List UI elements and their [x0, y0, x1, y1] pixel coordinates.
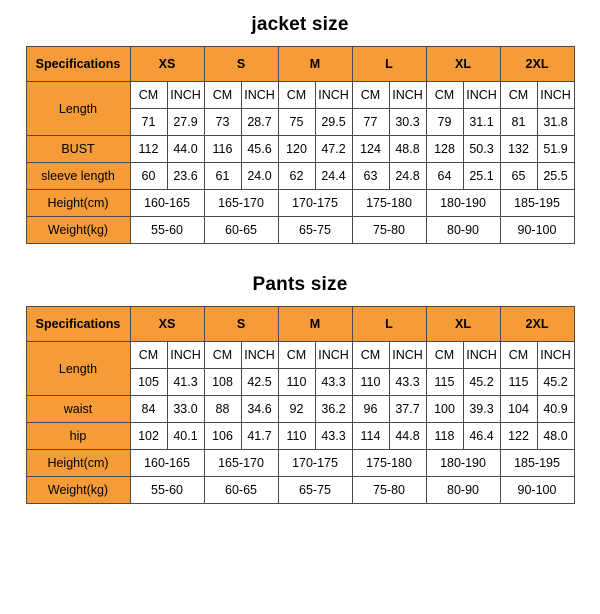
table-row: [26, 136, 574, 163]
size-header-xl: XL: [426, 307, 500, 342]
cell-value: 160-165: [130, 450, 204, 477]
unit-cell-inch: INCH: [537, 82, 574, 109]
section-spacer: [0, 244, 600, 274]
cell-value: 106: [204, 423, 241, 450]
cell-value: 110: [278, 423, 315, 450]
cell-value: 132: [500, 136, 537, 163]
size-header-s: S: [204, 307, 278, 342]
cell-value: 73: [204, 109, 241, 136]
cell-value: 40.9: [537, 396, 574, 423]
cell-value: 90-100: [500, 217, 574, 244]
unit-cell-inch: INCH: [167, 82, 204, 109]
unit-cell-inch: INCH: [463, 82, 500, 109]
unit-cell-cm: CM: [352, 342, 389, 369]
cell-value: 105: [130, 369, 167, 396]
cell-value: 25.1: [463, 163, 500, 190]
unit-cell-cm: CM: [278, 342, 315, 369]
cell-value: 110: [278, 369, 315, 396]
cell-value: 62: [278, 163, 315, 190]
cell-value: 71: [130, 109, 167, 136]
table-row: [26, 396, 574, 423]
cell-value: 27.9: [167, 109, 204, 136]
cell-value: 45.2: [537, 369, 574, 396]
cell-value: 36.2: [315, 396, 352, 423]
cell-value: 80-90: [426, 217, 500, 244]
unit-cell-cm: CM: [426, 82, 463, 109]
cell-value: 65-75: [278, 477, 352, 504]
cell-value: 37.7: [389, 396, 426, 423]
cell-value: 46.4: [463, 423, 500, 450]
jacket-table-wrapper: [0, 46, 600, 244]
size-header-xs: XS: [130, 47, 204, 82]
unit-cell-cm: CM: [130, 342, 167, 369]
cell-value: 180-190: [426, 190, 500, 217]
cell-value: 115: [500, 369, 537, 396]
size-header-xs: XS: [130, 307, 204, 342]
cell-value: 165-170: [204, 450, 278, 477]
table-header-row: [26, 47, 574, 82]
cell-value: 88: [204, 396, 241, 423]
row-label-hip: hip: [26, 423, 130, 450]
cell-value: 110: [352, 369, 389, 396]
cell-value: 170-175: [278, 450, 352, 477]
row-label-height-cm: Height(cm): [26, 190, 130, 217]
unit-cell-inch: INCH: [315, 82, 352, 109]
cell-value: 104: [500, 396, 537, 423]
cell-value: 112: [130, 136, 167, 163]
table-row: [26, 423, 574, 450]
cell-value: 43.3: [389, 369, 426, 396]
cell-value: 100: [426, 396, 463, 423]
cell-value: 42.5: [241, 369, 278, 396]
size-header-m: M: [278, 47, 352, 82]
cell-value: 102: [130, 423, 167, 450]
cell-value: 63: [352, 163, 389, 190]
unit-cell-cm: CM: [352, 82, 389, 109]
cell-value: 44.8: [389, 423, 426, 450]
cell-value: 65-75: [278, 217, 352, 244]
cell-value: 51.9: [537, 136, 574, 163]
cell-value: 40.1: [167, 423, 204, 450]
cell-value: 60: [130, 163, 167, 190]
row-label-waist: waist: [26, 396, 130, 423]
cell-value: 24.0: [241, 163, 278, 190]
unit-row: [26, 342, 574, 369]
cell-value: 41.7: [241, 423, 278, 450]
cell-value: 165-170: [204, 190, 278, 217]
cell-value: 24.4: [315, 163, 352, 190]
size-header-l: L: [352, 307, 426, 342]
cell-value: 61: [204, 163, 241, 190]
cell-value: 55-60: [130, 477, 204, 504]
specifications-header: Specifications: [26, 307, 130, 342]
unit-cell-cm: CM: [500, 342, 537, 369]
cell-value: 120: [278, 136, 315, 163]
cell-value: 185-195: [500, 450, 574, 477]
cell-value: 114: [352, 423, 389, 450]
cell-value: 29.5: [315, 109, 352, 136]
unit-cell-cm: CM: [426, 342, 463, 369]
cell-value: 41.3: [167, 369, 204, 396]
pants-size-title: Pants size: [252, 274, 348, 295]
cell-value: 80-90: [426, 477, 500, 504]
size-header-l: L: [352, 47, 426, 82]
row-label-bust: BUST: [26, 136, 130, 163]
cell-value: 90-100: [500, 477, 574, 504]
size-header-m: M: [278, 307, 352, 342]
cell-value: 65: [500, 163, 537, 190]
cell-value: 185-195: [500, 190, 574, 217]
cell-value: 24.8: [389, 163, 426, 190]
row-label-length: Length: [26, 82, 130, 136]
cell-value: 115: [426, 369, 463, 396]
cell-value: 75-80: [352, 217, 426, 244]
size-chart-page: [0, 14, 600, 614]
unit-cell-inch: INCH: [537, 342, 574, 369]
cell-value: 108: [204, 369, 241, 396]
size-header-s: S: [204, 47, 278, 82]
size-header-2xl: 2XL: [500, 307, 574, 342]
unit-row: [26, 82, 574, 109]
row-label-sleeve-length: sleeve length: [26, 163, 130, 190]
cell-value: 64: [426, 163, 463, 190]
cell-value: 84: [130, 396, 167, 423]
unit-cell-inch: INCH: [389, 342, 426, 369]
cell-value: 116: [204, 136, 241, 163]
cell-value: 160-165: [130, 190, 204, 217]
cell-value: 25.5: [537, 163, 574, 190]
unit-cell-cm: CM: [500, 82, 537, 109]
cell-value: 79: [426, 109, 463, 136]
cell-value: 47.2: [315, 136, 352, 163]
cell-value: 39.3: [463, 396, 500, 423]
cell-value: 60-65: [204, 477, 278, 504]
row-label-weight-kg: Weight(kg): [26, 217, 130, 244]
pants-size-table: [26, 306, 575, 504]
specifications-header: Specifications: [26, 47, 130, 82]
row-label-height-cm: Height(cm): [26, 450, 130, 477]
table-row: [26, 450, 574, 477]
cell-value: 75-80: [352, 477, 426, 504]
unit-cell-inch: INCH: [241, 342, 278, 369]
cell-value: 175-180: [352, 190, 426, 217]
cell-value: 43.3: [315, 369, 352, 396]
unit-cell-cm: CM: [204, 82, 241, 109]
row-label-weight-kg: Weight(kg): [26, 477, 130, 504]
cell-value: 34.6: [241, 396, 278, 423]
cell-value: 96: [352, 396, 389, 423]
cell-value: 124: [352, 136, 389, 163]
unit-cell-cm: CM: [130, 82, 167, 109]
table-row: [26, 190, 574, 217]
cell-value: 60-65: [204, 217, 278, 244]
cell-value: 45.2: [463, 369, 500, 396]
cell-value: 122: [500, 423, 537, 450]
cell-value: 50.3: [463, 136, 500, 163]
cell-value: 23.6: [167, 163, 204, 190]
cell-value: 118: [426, 423, 463, 450]
unit-cell-inch: INCH: [167, 342, 204, 369]
cell-value: 81: [500, 109, 537, 136]
cell-value: 170-175: [278, 190, 352, 217]
jacket-size-table: [26, 46, 575, 244]
cell-value: 45.6: [241, 136, 278, 163]
unit-cell-inch: INCH: [389, 82, 426, 109]
table-row: [26, 217, 574, 244]
cell-value: 55-60: [130, 217, 204, 244]
cell-value: 48.0: [537, 423, 574, 450]
size-header-xl: XL: [426, 47, 500, 82]
cell-value: 30.3: [389, 109, 426, 136]
cell-value: 48.8: [389, 136, 426, 163]
cell-value: 31.8: [537, 109, 574, 136]
cell-value: 44.0: [167, 136, 204, 163]
unit-cell-cm: CM: [204, 342, 241, 369]
jacket-size-title: jacket size: [251, 14, 349, 35]
cell-value: 128: [426, 136, 463, 163]
row-label-length: Length: [26, 342, 130, 396]
table-row: [26, 477, 574, 504]
cell-value: 175-180: [352, 450, 426, 477]
unit-cell-inch: INCH: [463, 342, 500, 369]
unit-cell-inch: INCH: [315, 342, 352, 369]
cell-value: 77: [352, 109, 389, 136]
pants-table-wrapper: [0, 306, 600, 504]
cell-value: 31.1: [463, 109, 500, 136]
cell-value: 28.7: [241, 109, 278, 136]
cell-value: 180-190: [426, 450, 500, 477]
table-header-row: [26, 307, 574, 342]
cell-value: 33.0: [167, 396, 204, 423]
table-row: [26, 163, 574, 190]
cell-value: 92: [278, 396, 315, 423]
cell-value: 75: [278, 109, 315, 136]
unit-cell-inch: INCH: [241, 82, 278, 109]
unit-cell-cm: CM: [278, 82, 315, 109]
size-header-2xl: 2XL: [500, 47, 574, 82]
cell-value: 43.3: [315, 423, 352, 450]
